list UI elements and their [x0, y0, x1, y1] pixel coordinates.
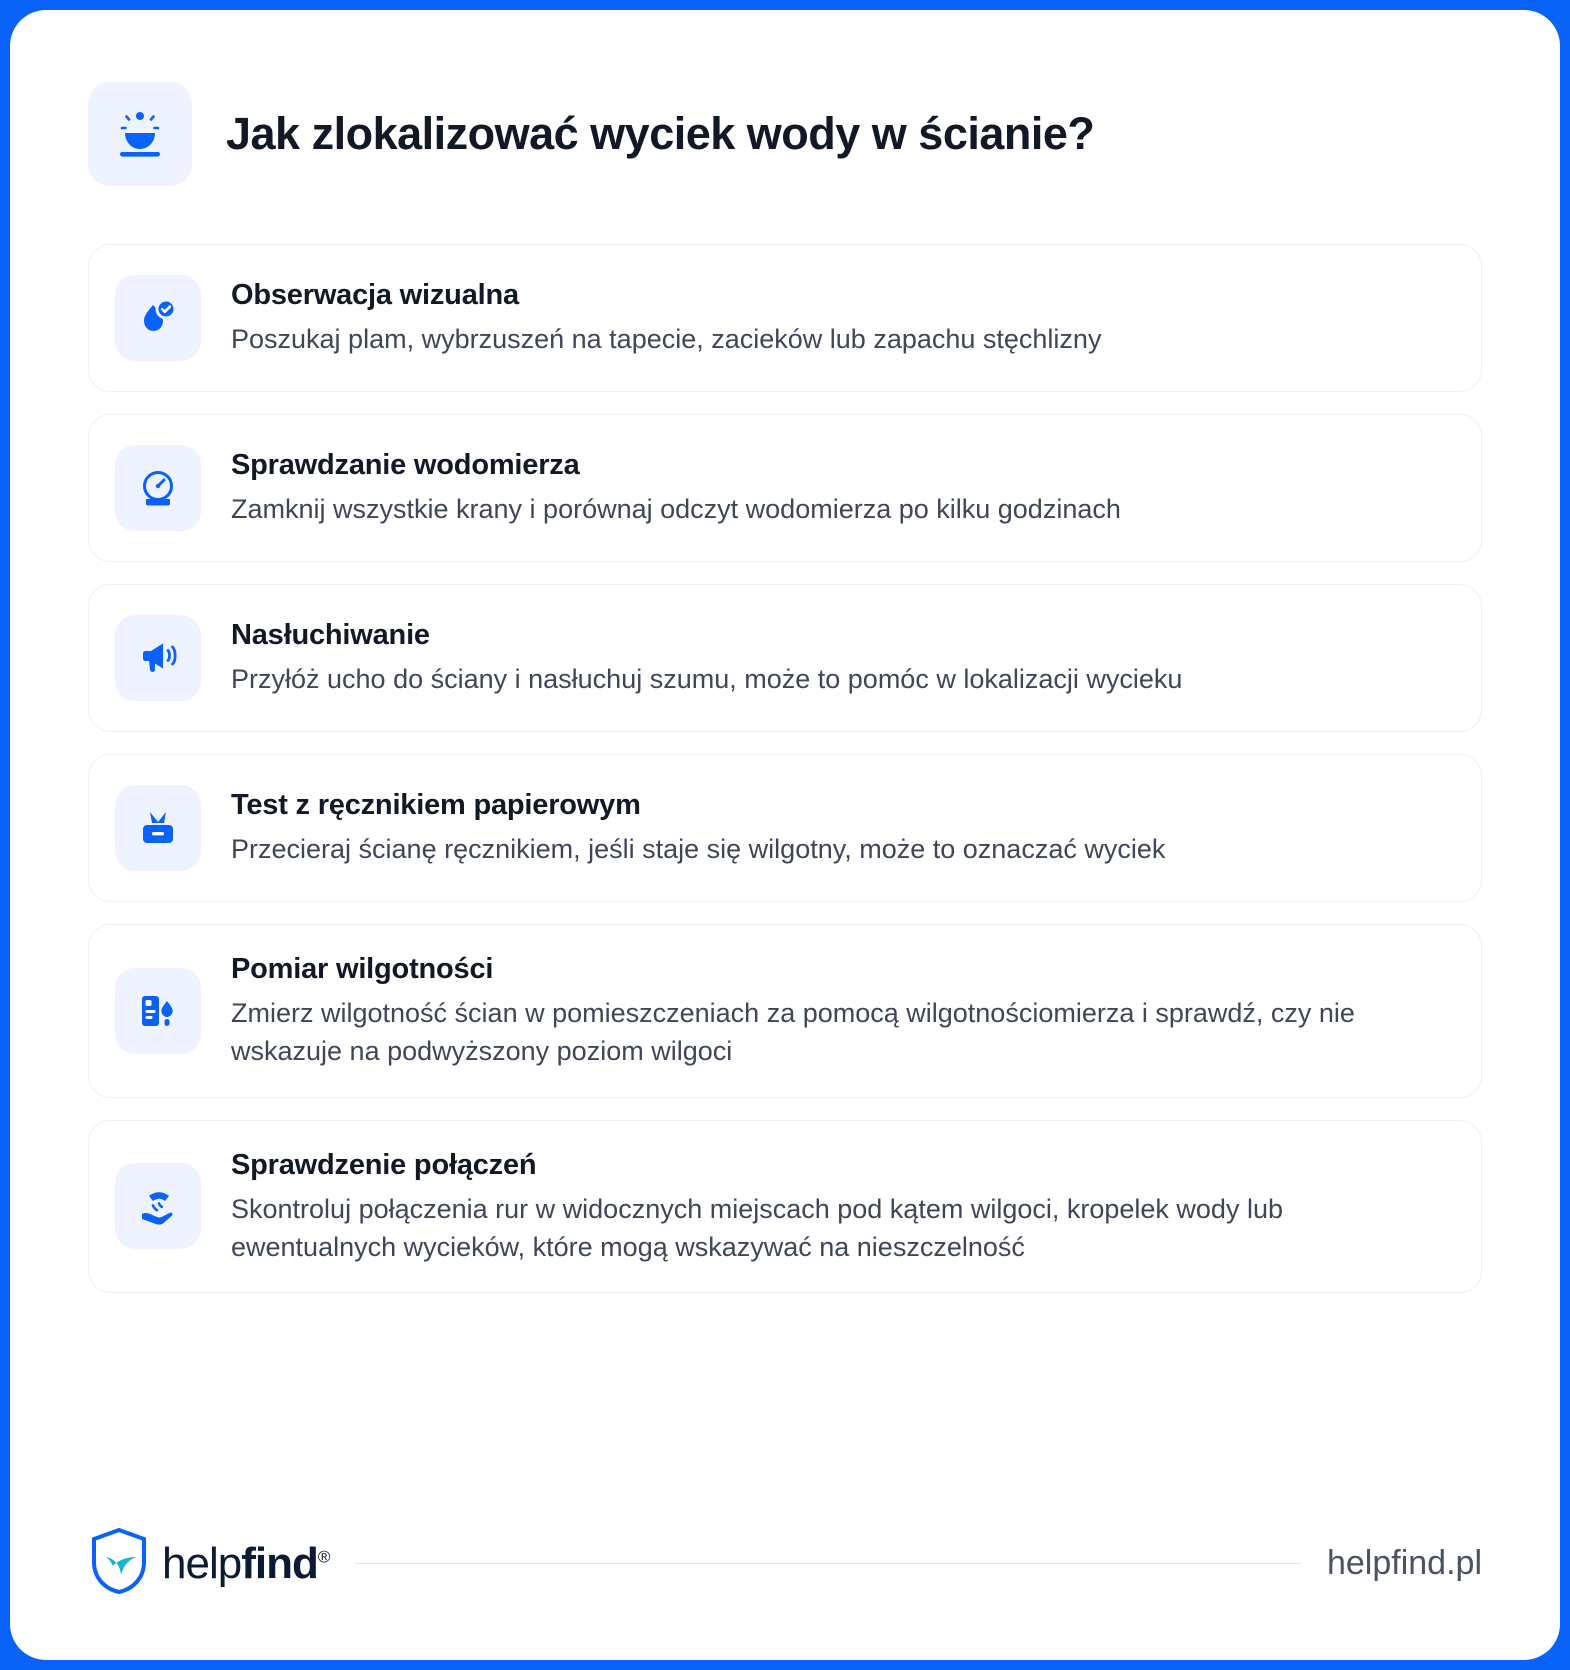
list-item-title: Obserwacja wizualna — [231, 279, 519, 312]
list-item-text — [231, 617, 1182, 698]
brand-logo — [88, 1527, 329, 1600]
water-leak-detection-icon — [88, 82, 192, 186]
list-item — [88, 584, 1482, 732]
list-item-description: Zamknij wszystkie krany i porównaj odczyt wodomierza po kilku godzinach — [231, 494, 1121, 525]
list-item — [88, 924, 1482, 1098]
megaphone-icon — [115, 615, 201, 701]
list-item-text — [231, 447, 1121, 528]
steps-list — [88, 244, 1482, 1293]
tissue-box-icon — [115, 785, 201, 871]
header — [88, 82, 1482, 186]
logo-text-light: help — [162, 1538, 242, 1588]
brand-logo-text — [162, 1539, 329, 1589]
list-item-title: Nasłuchiwanie — [231, 619, 430, 652]
list-item — [88, 1120, 1482, 1294]
list-item-description: Przecieraj ścianę ręcznikiem, jeśli staje się wilgotny, może to oznaczać wyciek — [231, 834, 1166, 865]
pipe-joint-hand-icon — [115, 1163, 201, 1249]
list-item — [88, 414, 1482, 562]
list-item — [88, 754, 1482, 902]
footer-url: helpfind.pl — [1326, 1544, 1482, 1582]
list-item-description: Poszukaj plam, wybrzuszeń na tapecie, zacieków lub zapachu stęchlizny — [231, 324, 1102, 355]
list-item-text — [231, 277, 1101, 358]
list-item-title: Pomiar wilgotności — [231, 953, 494, 985]
list-item-description: Przyłóż ucho do ściany i nasłuchuj szumu, może to pomóc w lokalizacji wycieku — [231, 664, 1183, 695]
footer — [88, 1527, 1482, 1600]
list-item-title: Test z ręcznikiem papierowym — [231, 789, 641, 822]
infographic-card — [10, 10, 1560, 1660]
footer-divider — [355, 1563, 1301, 1565]
registered-mark: ® — [317, 1546, 330, 1566]
logo-text-bold: find — [241, 1538, 318, 1588]
check-drop-icon — [115, 275, 201, 361]
humidity-meter-icon — [115, 968, 201, 1054]
page-title: Jak zlokalizować wyciek wody w ścianie? — [226, 108, 1095, 160]
list-item-title: Sprawdzanie wodomierza — [231, 449, 580, 482]
list-item — [88, 244, 1482, 392]
list-item-description: Zmierz wilgotność ścian w pomieszczeniach za pomocą wilgotnościomierza i sprawdź, czy nie wskazuje na podwyższony poziom wilgoci — [231, 998, 1355, 1067]
list-item-text — [231, 1147, 1441, 1267]
list-item-text — [231, 951, 1441, 1071]
water-meter-icon — [115, 445, 201, 531]
list-item-text — [231, 787, 1165, 868]
list-item-title: Sprawdzenie połączeń — [231, 1148, 537, 1181]
shield-logo-icon — [88, 1527, 150, 1600]
list-item-description: Skontroluj połączenia rur w widocznych miejscach pod kątem wilgoci, kropelek wody lub ewentualnych wycieków, które mogą wskazywać na nieszczelność — [231, 1193, 1283, 1262]
